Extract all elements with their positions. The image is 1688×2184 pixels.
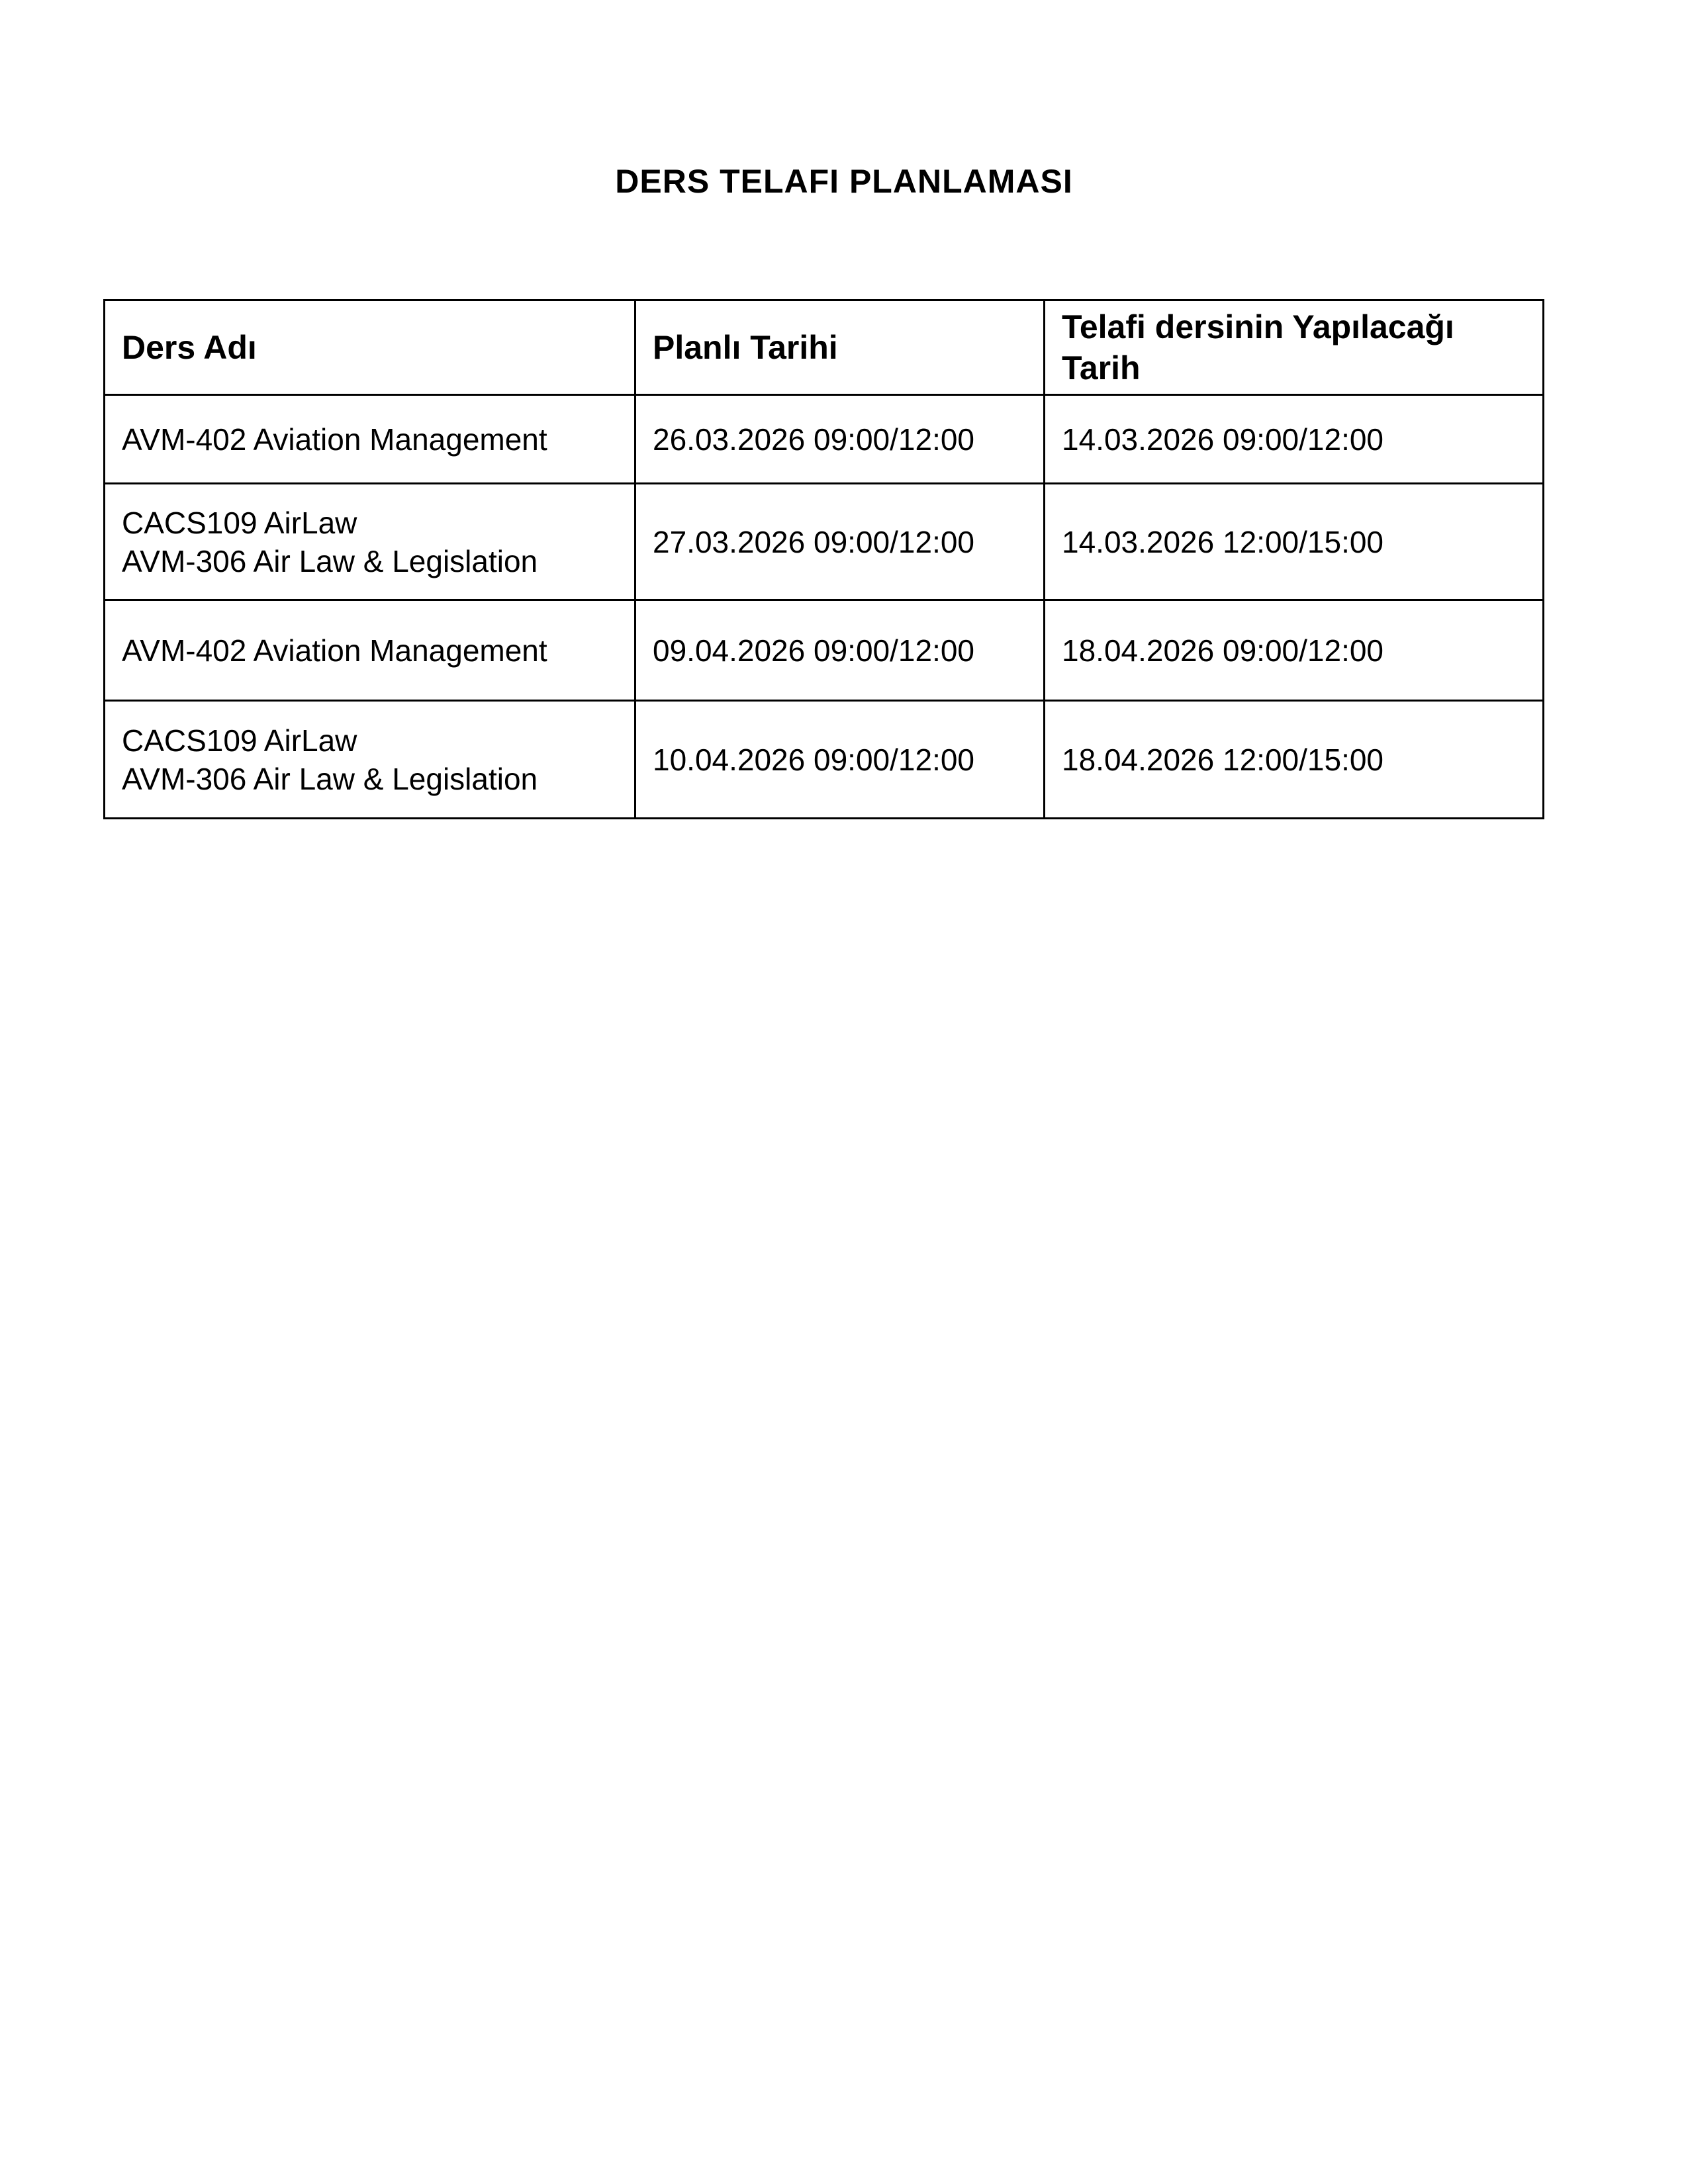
column-header-course bbox=[105, 300, 635, 395]
planned-date: 26.03.2026 09:00/12:00 bbox=[653, 422, 975, 457]
table-row bbox=[105, 395, 1544, 484]
planned-date: 27.03.2026 09:00/12:00 bbox=[653, 524, 975, 559]
makeup-date-cell bbox=[1045, 701, 1544, 819]
course-name: AVM-402 Aviation Management bbox=[122, 422, 547, 457]
makeup-date-cell bbox=[1045, 484, 1544, 600]
planned-date: 10.04.2026 09:00/12:00 bbox=[653, 742, 975, 777]
makeup-date: 18.04.2026 12:00/15:00 bbox=[1062, 742, 1384, 777]
course-cell bbox=[105, 701, 635, 819]
page-title: DERS TELAFI PLANLAMASI bbox=[615, 163, 1073, 200]
makeup-date: 14.03.2026 09:00/12:00 bbox=[1062, 422, 1384, 457]
planned-date: 09.04.2026 09:00/12:00 bbox=[653, 633, 975, 668]
makeup-date-cell bbox=[1045, 395, 1544, 484]
course-name-line: CACS109 AirLaw bbox=[122, 505, 357, 540]
makeup-schedule-table bbox=[103, 299, 1544, 819]
makeup-date-cell bbox=[1045, 600, 1544, 701]
table-row bbox=[105, 701, 1544, 819]
column-header-label-line: Tarih bbox=[1062, 349, 1141, 387]
course-cell bbox=[105, 600, 635, 701]
table-header-row bbox=[105, 300, 1544, 395]
course-cell bbox=[105, 484, 635, 600]
column-header-makeup-date bbox=[1045, 300, 1544, 395]
planned-date-cell bbox=[635, 701, 1045, 819]
course-name-line: AVM-306 Air Law & Legislation bbox=[122, 761, 538, 796]
column-header-planned-date bbox=[635, 300, 1045, 395]
course-name: AVM-402 Aviation Management bbox=[122, 633, 547, 668]
course-cell bbox=[105, 395, 635, 484]
makeup-date: 14.03.2026 12:00/15:00 bbox=[1062, 524, 1384, 559]
table-row bbox=[105, 484, 1544, 600]
makeup-date: 18.04.2026 09:00/12:00 bbox=[1062, 633, 1384, 668]
course-name-line: CACS109 AirLaw bbox=[122, 723, 357, 758]
course-name-line: AVM-306 Air Law & Legislation bbox=[122, 543, 538, 578]
table-row bbox=[105, 600, 1544, 701]
column-header-label-line: Telafi dersinin Yapılacağı bbox=[1062, 308, 1454, 345]
planned-date-cell bbox=[635, 395, 1045, 484]
column-header-label: Planlı Tarihi bbox=[653, 329, 838, 366]
planned-date-cell bbox=[635, 484, 1045, 600]
column-header-label: Ders Adı bbox=[122, 329, 257, 366]
planned-date-cell bbox=[635, 600, 1045, 701]
